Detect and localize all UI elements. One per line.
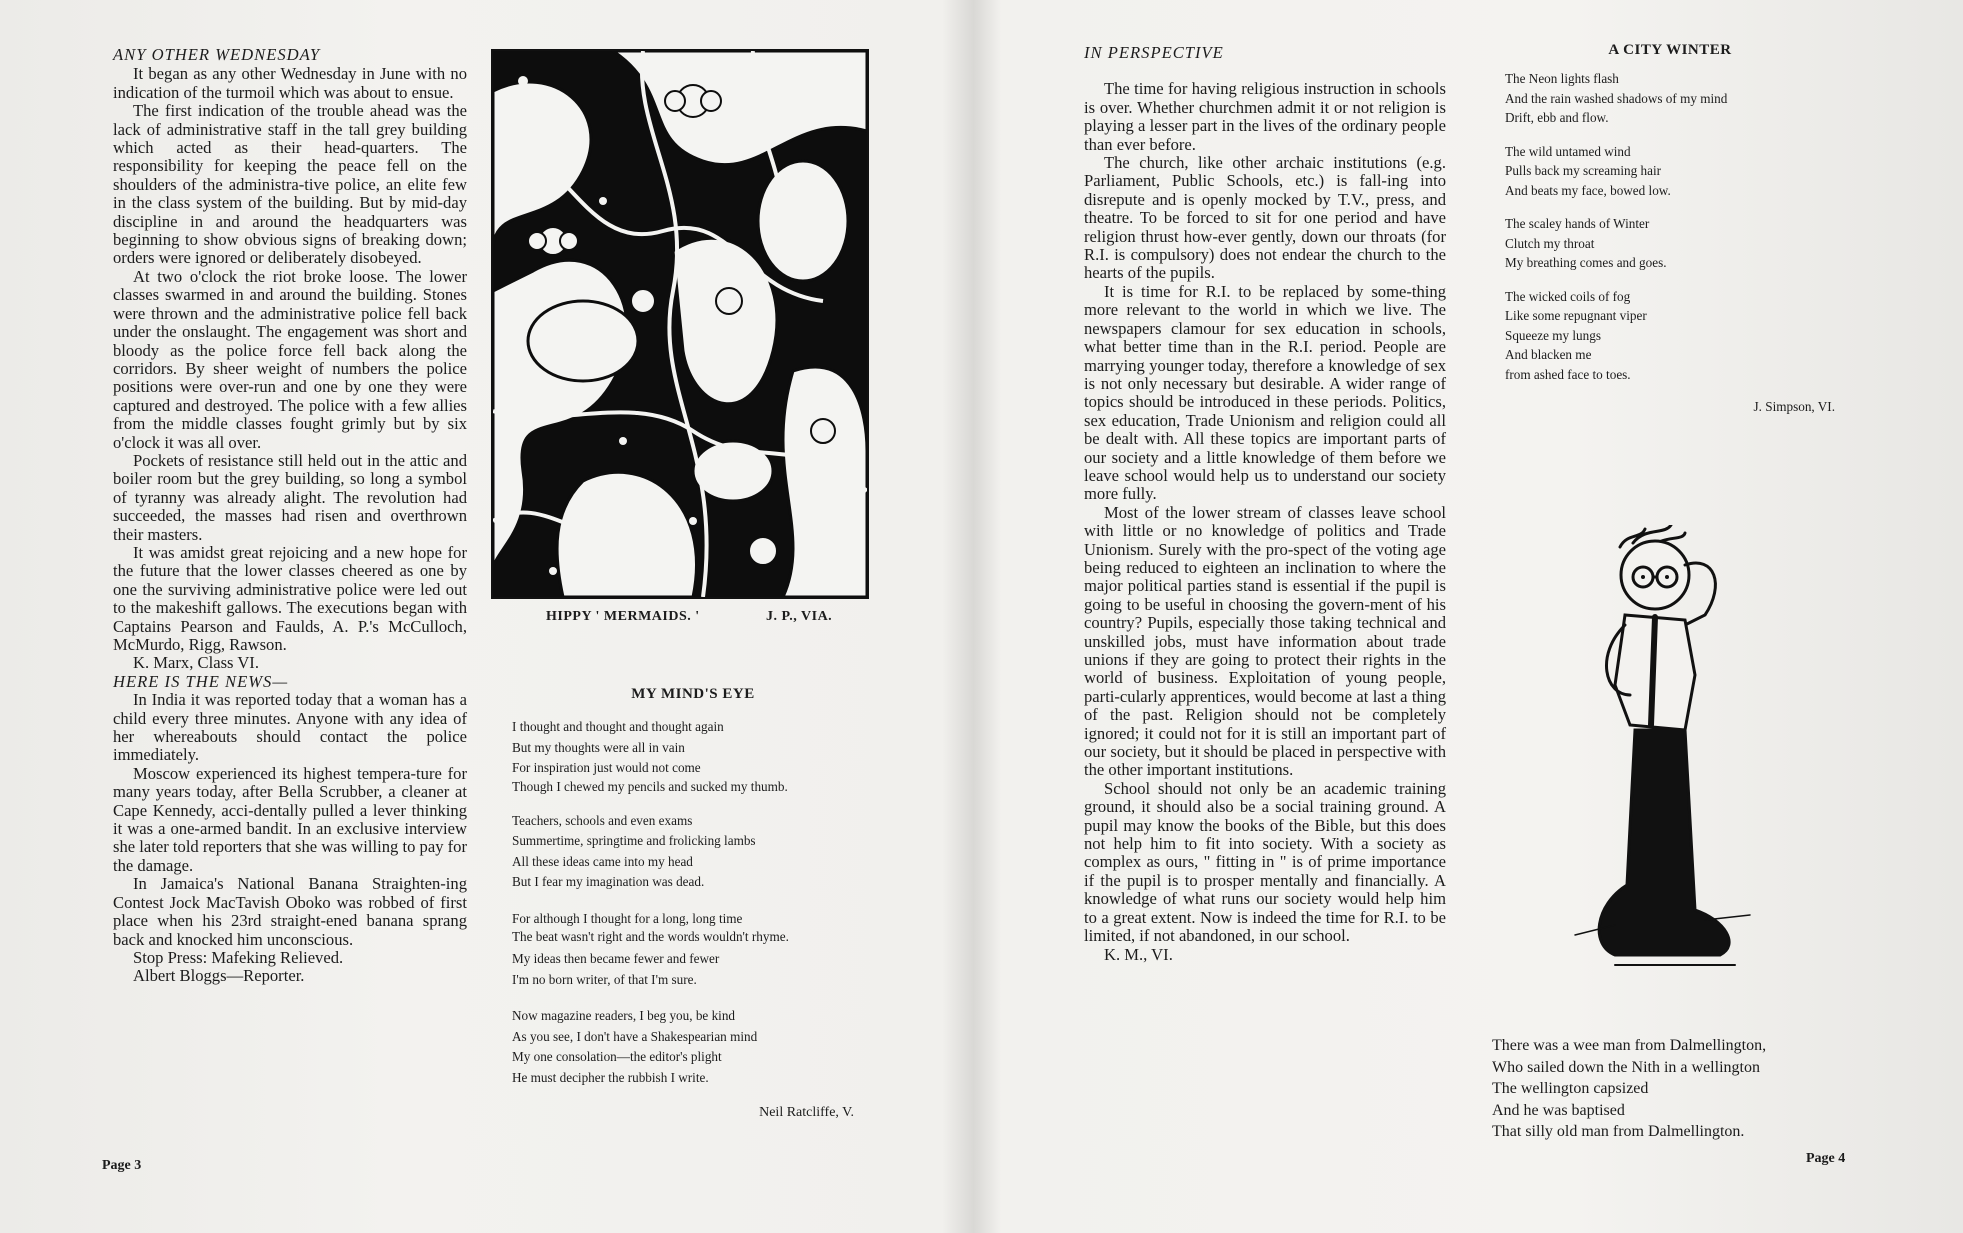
article-paragraph: At two o'clock the riot broke loose. The lower classes swarmed in and around the building. Stones were thrown and the administrative police fell back under the onslaught. The engagement was short and bloody as the police force fell back along the corridors. By sheer weight of numbers the police positions were over-run and one by one they were captured and destroyed. The police with a few allies from the middle classes fought grimly but by six o'clock it was all over. — [113, 266, 467, 452]
poem-title: MY MIND'S EYE — [631, 686, 755, 702]
poem-line: Squeeze my lungs — [1505, 327, 1601, 343]
poem-line: Now magazine readers, I beg you, be kind — [512, 1008, 736, 1023]
poem-line: Clutch my throat — [1505, 235, 1595, 251]
poem-line: Teachers, schools and even exams — [512, 812, 693, 828]
article-title: IN PERSPECTIVE — [1084, 43, 1224, 62]
article-paragraph: In Jamaica's National Banana Straighten-ing Contest Jock MacTavish Oboko was robbed of first place when his 23rd straight-ened banana sprang back and knocked him unconscious. — [113, 874, 467, 949]
limerick-line: That silly old man from Dalmellington. — [1492, 1123, 1745, 1140]
article-any-other-wednesday — [113, 46, 467, 986]
poem-line: The Neon lights flash — [1505, 71, 1619, 86]
poem-line: My one consolation—the editor's plight — [512, 1049, 722, 1064]
poem-line: My ideas then became fewer and fewer — [512, 951, 720, 966]
article-signature: K. Marx, Class VI. — [133, 653, 259, 673]
poem-line: The beat wasn't right and the words wouldn't rhyme. — [512, 929, 789, 944]
poem-line: For although I thought for a long, long time — [512, 910, 743, 926]
poem-stanza — [512, 909, 874, 991]
article-paragraph: In India it was reported today that a woman has a child every three minutes. Anyone with any idea of her whereabouts should contact the police immediately. — [113, 690, 467, 765]
poem-stanza — [1505, 142, 1835, 201]
poem-line: As you see, I don't have a Shakespearian mind — [512, 1028, 758, 1044]
page-number-left: Page 3 — [102, 1158, 142, 1173]
poem-author: J. Simpson, VI. — [1753, 399, 1835, 414]
article-paragraph: The church, like other archaic institutions (e.g. Parliament, Public Schools, etc.) is fall-ing into disrepute and is openly mocked by T.V., press, and theatre. To be forced to sit for one period and have religion thrust how-ever gently, down our throats (for R.I. is compulsory) does not endear the church to the hearts of the pupils. — [1084, 153, 1446, 283]
article-paragraph: School should not only be an academic training ground, it should also be a social training ground. A pupil may know the books of the Bible, but this does not help him to fit into society. With a society as complex as ours, " fitting in " is of prime importance if the pupil is to prosper mentally and financially. A knowledge of what runs our society would help him to a great extent. Now is indeed the time for R.I. to be limited, if not abandoned, in our school. — [1084, 778, 1446, 946]
poem-line: Though I chewed my pencils and sucked my thumb. — [512, 778, 788, 794]
article-paragraph: The first indication of the trouble ahead was the lack of administrative staff in the tall grey building which acted as their head-quarters. The responsibility for keeping the peace fell on the shoulders of the administra-tive police, an elite few in the class system of the building. But by mid-day discipline in and around the headquarters was beginning to show obvious signs of breaking down; orders were ignored or deliberately disobeyed. — [113, 101, 467, 268]
article-paragraph: Moscow experienced its highest tempera-ture for many years today, after Bella Scrubber, a cleaner at Cape Kennedy, acci-dentally pulled a lever thinking it was a one-armed bandit. In an exclusive interview she later told reporters that she was willing to pay for the damage. — [113, 763, 467, 875]
illustration-caption-title: HIPPY ' MERMAIDS. ' — [546, 609, 700, 624]
hippy-mermaids-illustration — [491, 49, 869, 599]
poem-stanza — [512, 1006, 874, 1088]
poem-line: The wicked coils of fog — [1505, 288, 1631, 304]
poem-author: Neil Ratcliffe, V. — [759, 1105, 854, 1120]
article-paragraph: The time for having religious instruction in schools is over. Whether churchmen admit it or not religion is playing a lesser part in the lives of the ordinary people than ever before. — [1084, 79, 1446, 154]
poem-line: All these ideas came into my head — [512, 853, 693, 869]
article-in-perspective — [1084, 44, 1446, 964]
poem-my-minds-eye — [512, 686, 874, 1122]
limerick-line: The wellington capsized — [1492, 1080, 1649, 1097]
poem-title: A CITY WINTER — [1608, 42, 1732, 58]
poem-line: Summertime, springtime and frolicking lambs — [512, 833, 756, 848]
poem-stanza — [1505, 214, 1835, 273]
poem-line: The wild untamed wind — [1505, 143, 1631, 159]
poem-line: But I fear my imagination was dead. — [512, 874, 705, 889]
poem-line: He must decipher the rubbish I write. — [512, 1069, 709, 1085]
poem-line: And beats my face, bowed low. — [1505, 182, 1671, 198]
poem-line: But my thoughts were all in vain — [512, 739, 685, 755]
poem-stanza — [1505, 69, 1835, 128]
poem-line: I'm no born writer, of that I'm sure. — [512, 971, 697, 987]
article-signature: K. M., VI. — [1104, 944, 1173, 964]
poem-line: I thought and thought and thought again — [512, 719, 724, 734]
poem-line: And the rain washed shadows of my mind — [1505, 90, 1728, 106]
poem-line: My breathing comes and goes. — [1505, 255, 1667, 270]
poem-line: Pulls back my screaming hair — [1505, 163, 1662, 178]
article-title: HERE IS THE NEWS— — [113, 671, 289, 691]
illustration-caption-credit: J. P., VIA. — [766, 609, 833, 624]
poem-line: And blacken me — [1505, 347, 1592, 362]
page-number-right: Page 4 — [1806, 1151, 1846, 1166]
limerick-dalmellington — [1492, 1035, 1872, 1143]
poem-stanza — [1505, 287, 1835, 385]
cartoon-man-in-wellington — [1555, 525, 1755, 1005]
article-paragraph: It is time for R.I. to be replaced by some-thing more relevant to the world in which we live. The newspapers clamour for sex education in schools, what better time than in the R.I. period. People are marrying younger today, therefore a knowledge of sex is not only necessary but desirable. A wider range of topics should be introduced in these periods. Politics, sex education, Trade Unionism and religion could all be dealt with. All these topics are important parts of our society and a little knowledge of them before we leave school would help us to understand our society more fully. — [1084, 281, 1446, 504]
poem-line: For inspiration just would not come — [512, 760, 701, 775]
poem-line: Drift, ebb and flow. — [1505, 110, 1609, 125]
poem-line: Like some repugnant viper — [1505, 308, 1647, 323]
poem-stanza — [512, 811, 874, 893]
article-paragraph: Stop Press: Mafeking Relieved. — [133, 947, 344, 967]
article-signature: Albert Bloggs—Reporter. — [133, 966, 305, 986]
article-paragraph: It was amidst great rejoicing and a new hope for the future that the lower classes cheered as one by one the surviving administrative police were led out to the makeshift gallows. The executions began with Captains Pearson and Faulds, A. P.'s McCulloch, McMurdo, Rigg, Rawson. — [113, 542, 467, 654]
poem-line: from ashed face to toes. — [1505, 366, 1631, 382]
article-paragraph: Most of the lower stream of classes leave school with little or no knowledge of politics and Trade Unionism. Surely with the pro-spect of the voting age being reduced to eighteen an inclination to where the major political parties stand is essential if the pupil is going to be useful in choosing the govern-ment of his country? Pupils, especially those taking technical and unskilled jobs, must have information about trade unions if they are going to protect their rights in the world of business. Exploitation of young people, parti-cularly apprentices, would become at last a thing of the past. Religion should not be completely ignored; it could not for it is still an important part of our society, but it should be placed in perspective with the other important institutions. — [1084, 502, 1446, 780]
poem-stanza — [512, 717, 874, 795]
psychedelic-artwork — [493, 51, 867, 597]
limerick-line: Who sailed down the Nith in a wellington — [1492, 1058, 1760, 1076]
article-paragraph: Pockets of resistance still held out in the attic and boiler room but the grey building, so long a symbol of tyranny was already alight. The revolution had succeeded, the masses had risen and overthrown their masters. — [113, 450, 467, 544]
limerick-line: There was a wee man from Dalmellington, — [1492, 1037, 1767, 1054]
poem-line: The scaley hands of Winter — [1505, 216, 1650, 231]
article-paragraph: It began as any other Wednesday in June with no indication of the turmoil which was about to ensue. — [113, 64, 467, 102]
article-title: ANY OTHER WEDNESDAY — [113, 45, 321, 64]
cartoon-illustration — [1555, 525, 1755, 1005]
poem-a-city-winter — [1505, 42, 1835, 416]
limerick-line: And he was baptised — [1492, 1101, 1625, 1119]
